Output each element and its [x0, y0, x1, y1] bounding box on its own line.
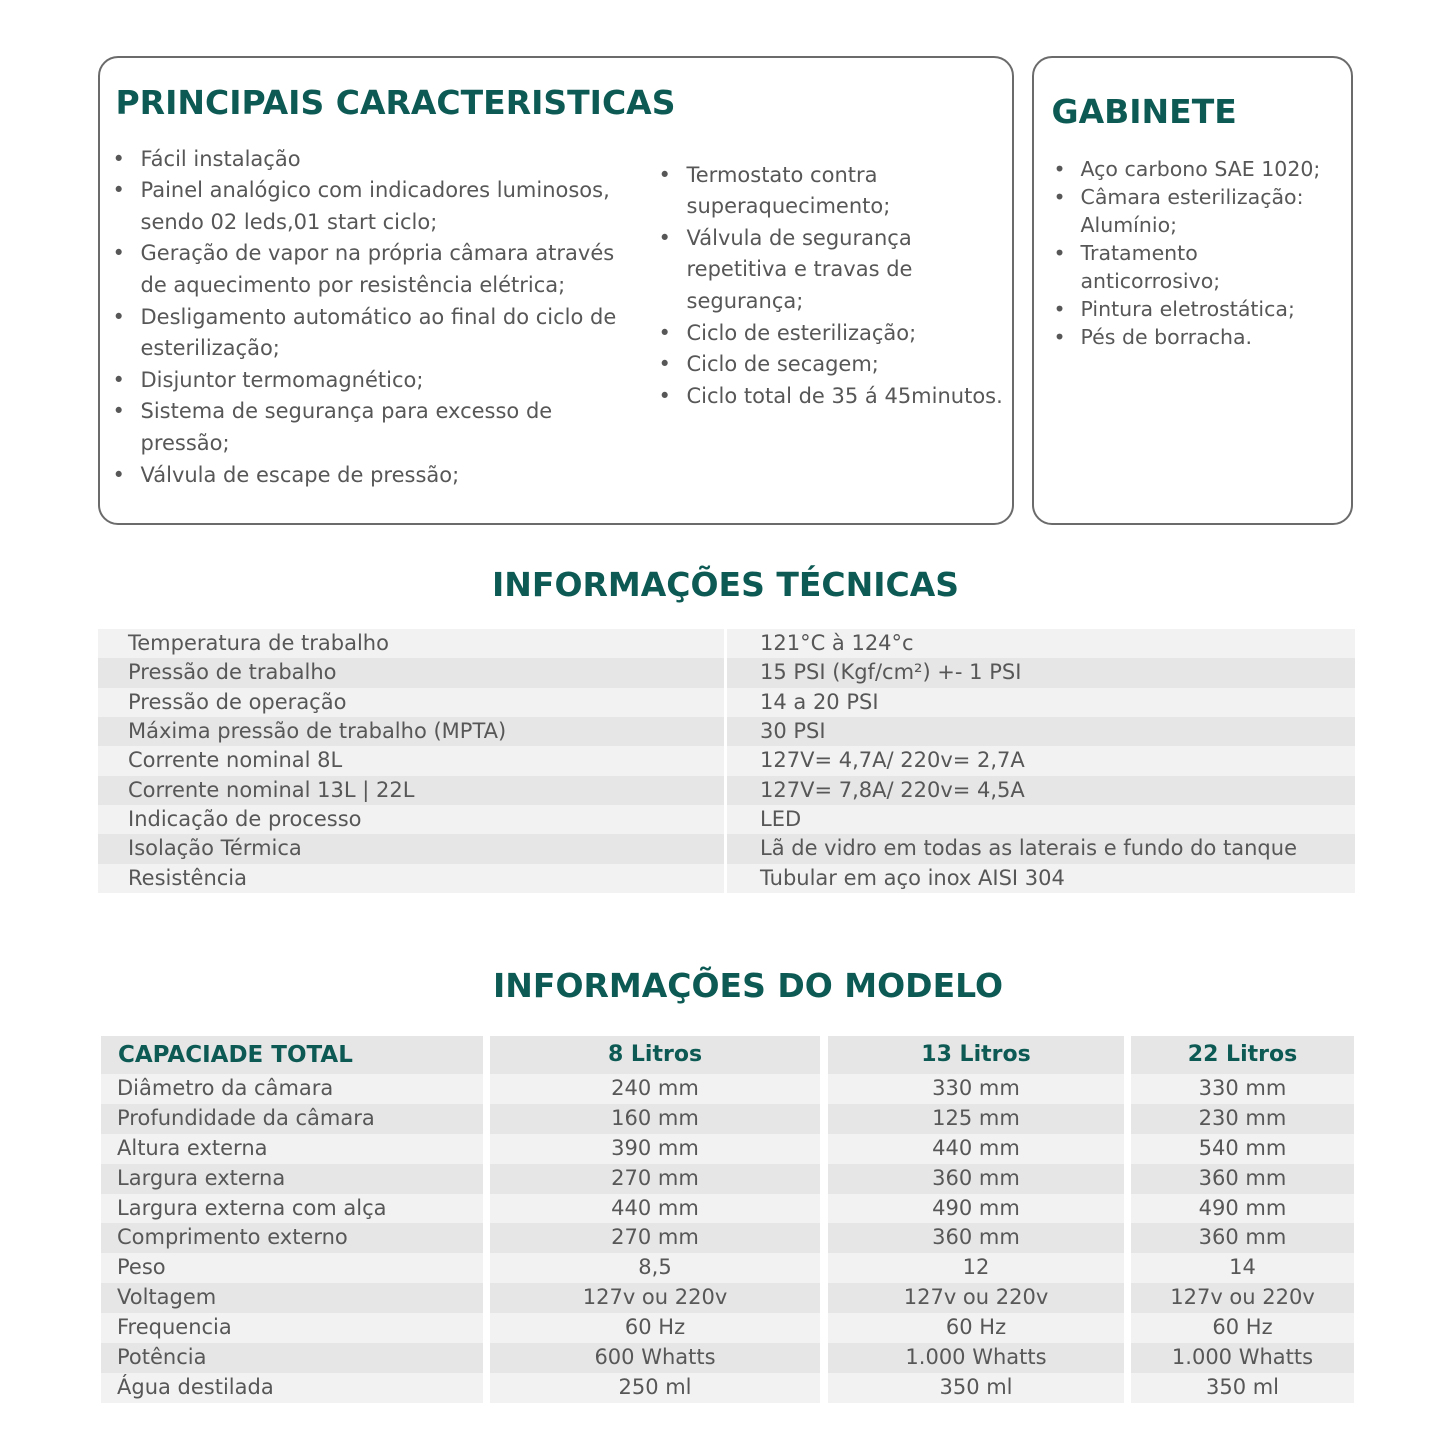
model-value-22l: 1.000 Whatts [1131, 1343, 1354, 1373]
model-value-8l: 270 mm [490, 1223, 820, 1253]
feature-item: • Termostato contra superaquecimento; [659, 160, 1012, 223]
tech-value: Tubular em aço inox AISI 304 [727, 864, 1355, 893]
model-value-8l: 440 mm [490, 1194, 820, 1224]
model-value-13l: 1.000 Whatts [828, 1343, 1124, 1373]
table-row [101, 1194, 1354, 1224]
model-value-22l: 127v ou 220v [1131, 1283, 1354, 1313]
cabinet-item: • Pintura eletrostática; [1054, 295, 1336, 323]
cabinet-item: • Pés de borracha. [1054, 323, 1336, 351]
model-value-13l: 60 Hz [828, 1313, 1124, 1343]
model-value-22l: 350 ml [1131, 1373, 1354, 1403]
model-value-8l: 390 mm [490, 1134, 820, 1164]
model-label: Comprimento externo [101, 1223, 483, 1253]
model-value-8l: 270 mm [490, 1164, 820, 1194]
tech-label: Isolação Térmica [98, 834, 724, 863]
feature-item: • Ciclo de esterilização; [659, 318, 1012, 350]
model-value-22l: 60 Hz [1131, 1313, 1354, 1343]
model-value-8l: 127v ou 220v [490, 1283, 820, 1313]
model-title: INFORMAÇÕES DO MODELO [493, 966, 1004, 1005]
cabinet-list [1054, 155, 1336, 351]
feature-item: • Válvula de escape de pressão; [113, 460, 631, 492]
feature-item: • Válvula de segurança repetitiva e travas de segurança; [659, 223, 1012, 318]
table-row [101, 1223, 1354, 1253]
model-value-13l: 490 mm [828, 1194, 1124, 1224]
table-row [98, 717, 1355, 746]
feature-item: • Sistema de segurança para excesso de pressão; [113, 396, 631, 459]
technical-table [98, 629, 1355, 893]
table-row [101, 1373, 1354, 1403]
tech-label: Pressão de operação [98, 688, 724, 717]
model-header-label: CAPACIADE TOTAL [101, 1036, 483, 1074]
cabinet-item: • Câmara esterilização: Alumínio; [1054, 183, 1336, 239]
model-value-13l: 12 [828, 1253, 1124, 1283]
model-value-8l: 160 mm [490, 1104, 820, 1134]
tech-value: 14 a 20 PSI [727, 688, 1355, 717]
model-value-8l: 8,5 [490, 1253, 820, 1283]
model-value-8l: 240 mm [490, 1074, 820, 1104]
model-label: Largura externa [101, 1164, 483, 1194]
model-value-22l: 14 [1131, 1253, 1354, 1283]
table-row [98, 805, 1355, 834]
model-header-8l: 8 Litros [490, 1036, 820, 1074]
table-row [101, 1343, 1354, 1373]
cabinet-item: • Tratamento anticorrosivo; [1054, 239, 1336, 295]
table-row [101, 1283, 1354, 1313]
model-value-13l: 127v ou 220v [828, 1283, 1124, 1313]
model-value-22l: 490 mm [1131, 1194, 1354, 1224]
model-label: Frequencia [101, 1313, 483, 1343]
feature-item: • Fácil instalação [113, 144, 631, 176]
model-table [101, 1036, 1354, 1403]
table-row [98, 629, 1355, 658]
model-label: Profundidade da câmara [101, 1104, 483, 1134]
table-row [101, 1104, 1354, 1134]
model-value-13l: 125 mm [828, 1104, 1124, 1134]
table-row [101, 1074, 1354, 1104]
model-header-22l: 22 Litros [1131, 1036, 1354, 1074]
model-value-8l: 60 Hz [490, 1313, 820, 1343]
feature-item: • Disjuntor termomagnético; [113, 365, 631, 397]
tech-label: Pressão de trabalho [98, 658, 724, 687]
model-header-row [101, 1036, 1354, 1074]
table-row [98, 776, 1355, 805]
tech-value: 121°C à 124°c [727, 629, 1355, 658]
model-header-13l: 13 Litros [828, 1036, 1124, 1074]
model-value-13l: 330 mm [828, 1074, 1124, 1104]
features-title: PRINCIPAIS CARACTERISTICAS [115, 82, 676, 122]
tech-label: Indicação de processo [98, 805, 724, 834]
feature-item: • Geração de vapor na própria câmara através de aquecimento por resistência elétrica; [113, 238, 631, 301]
model-value-22l: 360 mm [1131, 1164, 1354, 1194]
model-value-8l: 600 Whatts [490, 1343, 820, 1373]
model-label: Voltagem [101, 1283, 483, 1313]
model-label: Altura externa [101, 1134, 483, 1164]
model-label: Largura externa com alça [101, 1194, 483, 1224]
model-value-8l: 250 ml [490, 1373, 820, 1403]
table-row [101, 1253, 1354, 1283]
tech-value: 127V= 4,7A/ 220v= 2,7A [727, 746, 1355, 775]
model-label: Água destilada [101, 1373, 483, 1403]
table-row [101, 1164, 1354, 1194]
tech-value: LED [727, 805, 1355, 834]
tech-label: Temperatura de trabalho [98, 629, 724, 658]
tech-value: 15 PSI (Kgf/cm²) +- 1 PSI [727, 658, 1355, 687]
tech-label: Máxima pressão de trabalho (MPTA) [98, 717, 724, 746]
cabinet-title: GABINETE [1051, 91, 1237, 131]
model-value-13l: 350 ml [828, 1373, 1124, 1403]
model-value-22l: 330 mm [1131, 1074, 1354, 1104]
table-row [101, 1134, 1354, 1164]
features-panel [98, 56, 1014, 525]
model-value-22l: 360 mm [1131, 1223, 1354, 1253]
table-row [98, 746, 1355, 775]
model-value-22l: 540 mm [1131, 1134, 1354, 1164]
cabinet-panel [1032, 56, 1353, 525]
table-row [101, 1313, 1354, 1343]
model-value-13l: 360 mm [828, 1164, 1124, 1194]
features-list-right [659, 160, 1012, 413]
table-row [98, 688, 1355, 717]
tech-label: Resistência [98, 864, 724, 893]
table-row [98, 658, 1355, 687]
feature-item: • Ciclo de secagem; [659, 349, 1012, 381]
tech-label: Corrente nominal 8L [98, 746, 724, 775]
cabinet-item: • Aço carbono SAE 1020; [1054, 155, 1336, 183]
model-value-22l: 230 mm [1131, 1104, 1354, 1134]
model-value-13l: 360 mm [828, 1223, 1124, 1253]
model-label: Peso [101, 1253, 483, 1283]
tech-value: 127V= 7,8A/ 220v= 4,5A [727, 776, 1355, 805]
model-label: Diâmetro da câmara [101, 1074, 483, 1104]
model-value-13l: 440 mm [828, 1134, 1124, 1164]
features-list-left [113, 144, 631, 492]
model-label: Potência [101, 1343, 483, 1373]
feature-item: • Painel analógico com indicadores luminosos, sendo 02 leds,01 start ciclo; [113, 175, 631, 238]
feature-item: • Desligamento automático ao final do ciclo de esterilização; [113, 302, 631, 365]
tech-value: 30 PSI [727, 717, 1355, 746]
technical-title: INFORMAÇÕES TÉCNICAS [492, 565, 960, 604]
table-row [98, 864, 1355, 893]
tech-value: Lã de vidro em todas as laterais e fundo do tanque [727, 834, 1355, 863]
tech-label: Corrente nominal 13L | 22L [98, 776, 724, 805]
feature-item: • Ciclo total de 35 á 45minutos. [659, 381, 1012, 413]
table-row [98, 834, 1355, 863]
